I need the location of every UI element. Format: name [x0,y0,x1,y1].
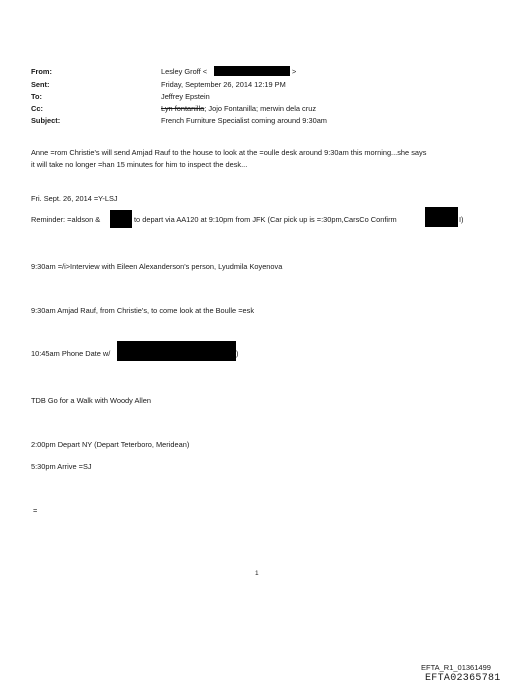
cc-value-line [161,104,316,113]
walk-line: TDB Go for a Walk with Woody Allen [31,396,151,405]
arrive-line: 5:30pm Arrive =SJ [31,462,92,471]
sent-label: Sent: [31,80,50,89]
intro-line-2: it will take no longer =han 15 minutes for him to inspect the desk... [31,160,248,169]
bates-ref-2: EFTA02365781 [425,673,501,684]
to-label: To: [31,92,42,101]
to-value: Jeffrey Epstein [161,92,210,101]
redaction-confirmation [425,207,458,227]
phone-part-b: ) [236,349,239,358]
reminder-part-c: I) [459,215,464,224]
cc-struck-name: Lyn fontanilla [161,104,205,113]
subject-label: Subject: [31,116,61,125]
date-line: Fri. Sept. 26, 2014 =Y-LSJ [31,194,118,203]
from-label: From: [31,67,52,76]
from-value: Lesley Groff < [161,67,208,76]
trailing-equals: = [33,506,38,515]
sent-value: Friday, September 26, 2014 12:19 PM [161,80,286,89]
depart-line: 2:00pm Depart NY (Depart Teterboro, Meridean) [31,440,190,449]
amjad-line: 9:30am Amjad Rauf, from Christie's, to come look at the Boulle =esk [31,306,255,315]
intro-line-1: Anne =rom Christie's will send Amjad Rauf to the house to look at the =oulle desk around 9:30am this morning...she says [31,148,427,157]
phone-part-a: 10:45am Phone Date w/ [31,349,111,358]
subject-value: French Furniture Specialist coming around 9:30am [161,116,327,125]
cc-value: ; Jojo Fontanilla; merwin dela cruz [204,104,317,113]
redaction-email [214,66,290,76]
reminder-part-b: to depart via AA120 at 9:10pm from JFK (Car pick up is =:30pm,CarsCo Confirm [134,215,397,224]
page-number: 1 [255,570,259,577]
interview-line: 9:30am =/i>Interview with Eileen Alexanderson's person, Lyudmila Koyenova [31,262,283,271]
cc-label: Cc: [31,104,43,113]
bates-ref-1: EFTA_R1_01361499 [421,663,491,672]
redaction-name [110,210,132,228]
from-close: > [292,67,297,76]
reminder-part-a: Reminder: =aldson & [31,215,101,224]
redaction-phone-contact [117,341,239,361]
